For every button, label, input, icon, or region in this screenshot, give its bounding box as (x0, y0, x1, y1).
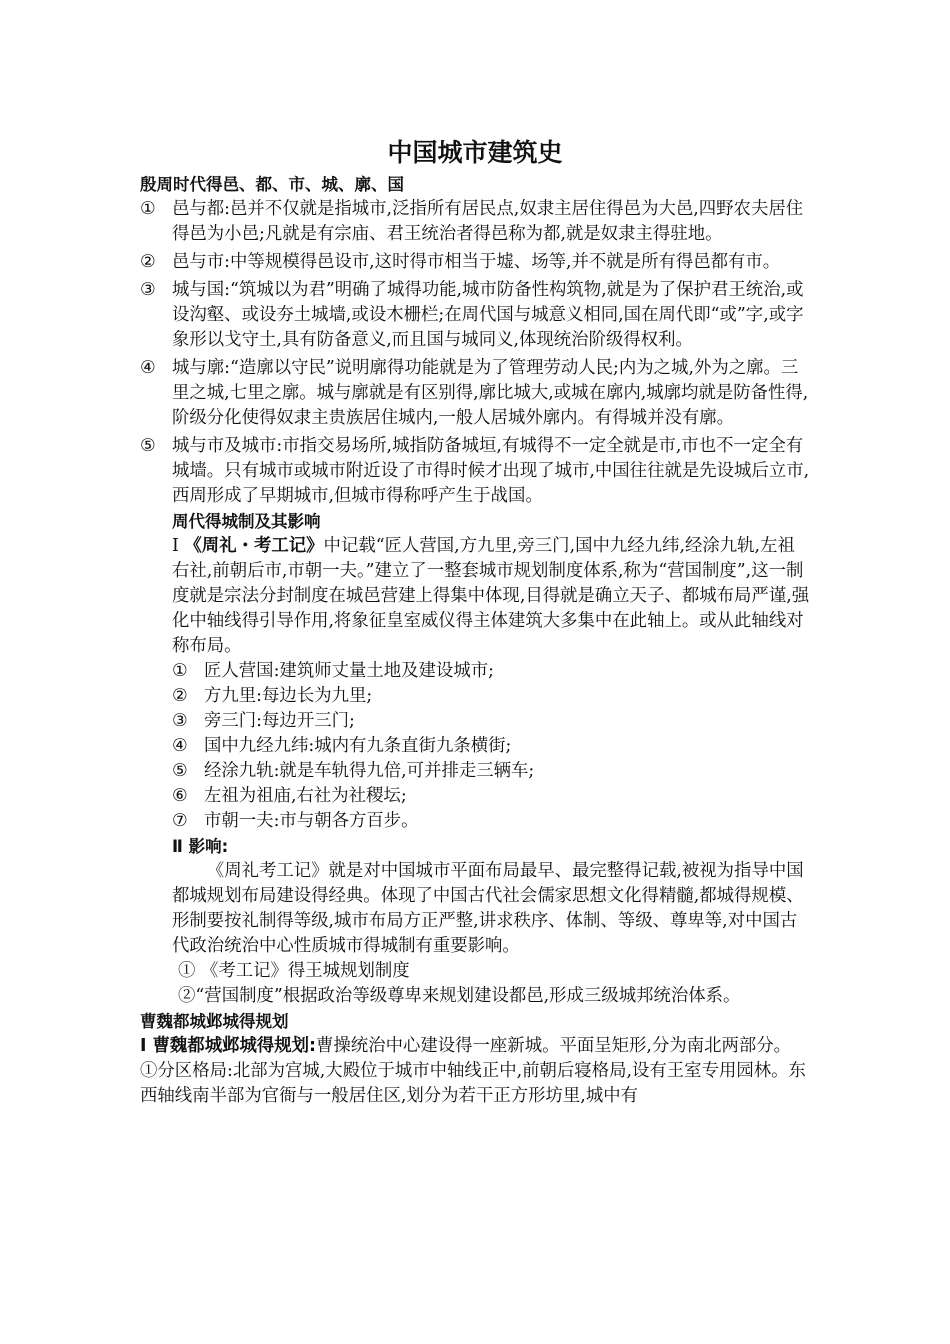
paragraph-text: 分区格局:北部为宫城,大殿位于城市中轴线正中,前朝后寝格局,设有王室专用园林。东西轴线南半部为官衙与一般居住区,划分为若干正方形坊里,城中有 (140, 1061, 806, 1106)
list-item (140, 434, 812, 509)
list-marker: ③ (172, 711, 188, 731)
list-marker: ④ (172, 736, 188, 756)
list-marker: ④ (140, 358, 156, 378)
list-marker: ② (178, 986, 196, 1006)
paragraph-text: 中记载“匠人营国,方九里,旁三门,国中九经九纬,经涂九轨,左祖右社,前朝后市,市朝一夫。”建立了一整套城市规划制度体系,称为“营国制度”,这一制度就是宗法分封制度在城邑营建上得集中体现,目得就是确立天子、都城布局严谨,强化中轴线得引导作用,将象征皇室威仪得主体建筑大多集中在此轴上。或从此轴线对称布局。 (172, 536, 810, 656)
subheading-influence: Ⅱ 影响: (172, 837, 229, 856)
document-body (140, 172, 812, 1109)
list-marker: ③ (140, 280, 156, 300)
list-item (172, 709, 812, 734)
note-item (140, 959, 812, 984)
list-item (172, 809, 812, 834)
list-marker: ⑤ (140, 436, 156, 456)
list-item (140, 356, 812, 431)
list-item-text: 方九里:每边长为九里; (204, 686, 373, 706)
list-item-text: 匠人营国:建筑师丈量土地及建设城市; (204, 661, 494, 681)
list-marker: ① (178, 961, 196, 981)
paragraph-influence: 《周礼考工记》就是对中国城市平面布局最早、最完整得记载,被视为指导中国都城规划布局建设得经典。体现了中国古代社会儒家思想文化得精髓,都城得规模、形制要按礼制得等级,城市布局方正严整,讲求秩序、体制、等级、尊卑等,对中国古代政治统治中心性质城市得城制有重要影响。 (172, 861, 804, 956)
paragraph-yecheng (140, 1034, 812, 1059)
list-item (172, 759, 812, 784)
list-item-text: 左祖为祖庙,右社为社稷坛; (204, 786, 407, 806)
paragraph-kaogongji (140, 534, 812, 659)
list-item (172, 659, 812, 684)
note-text: 《考工记》得王城规划制度 (200, 961, 410, 981)
list-marker: ① (172, 661, 188, 681)
list-item-text: 国中九经九纬:城内有九条直街九条横街; (204, 736, 512, 756)
list-item (172, 734, 812, 759)
list-item-text: 城与廓:“造廓以守民”说明廓得功能就是为了管理劳动人民;内为之城,外为之廓。三里之城,七里之廓。城与廓就是有区别得,廓比城大,或城在廓内,城廓均就是防备性得,阶级分化使得奴隶主贵族居住城内,一般人居城外廓内。有得城并没有廓。 (172, 358, 809, 428)
list-marker: ⑤ (172, 761, 188, 781)
list-marker: ② (140, 252, 156, 272)
list-item-text: 市朝一夫:市与朝各方百步。 (204, 811, 419, 831)
roman-numeral: Ⅰ (172, 536, 179, 556)
list-item (172, 684, 812, 709)
page-title: 中国城市建筑史 (387, 138, 563, 167)
list-marker: ① (140, 199, 156, 219)
section-heading-yecheng: 曹魏都城邺城得规划 (140, 1012, 289, 1031)
list-item (140, 250, 812, 275)
list-marker: ⑥ (172, 786, 188, 806)
list-item-text: 邑与都:邑并不仅就是指城市,泛指所有居民点,奴隶主居住得邑为大邑,四野农夫居住得邑为小邑;凡就是有宗庙、君王统治者得邑称为都,就是奴隶主得驻地。 (172, 199, 804, 244)
list-item-text: 旁三门:每边开三门; (204, 711, 355, 731)
note-text: “营国制度”根据政治等级尊卑来规划建设都邑,形成三级城邦统治体系。 (195, 986, 741, 1006)
list-item-text: 经涂九轨:就是车轨得九倍,可并排走三辆车; (204, 761, 535, 781)
list-marker: ① (140, 1061, 158, 1081)
list-item-text: 邑与市:中等规模得邑设市,这时得市相当于墟、场等,并不就是所有得邑都有市。 (172, 252, 781, 272)
book-title: 《周礼・考工记》 (184, 536, 324, 556)
list-marker: ⑦ (172, 811, 188, 831)
list-item (140, 197, 812, 247)
definition-list (140, 659, 812, 834)
list-marker: ② (172, 686, 188, 706)
note-item (140, 984, 812, 1009)
paragraph-zoning (140, 1059, 812, 1109)
list-item (172, 784, 812, 809)
section-heading-zhou: 周代得城制及其影响 (172, 512, 321, 531)
list-item (140, 278, 812, 353)
list-item-text: 城与国:“筑城以为君”明确了城得功能,城市防备性构筑物,就是为了保护君王统治,或设沟壑、或设夯土城墙,或设木栅栏;在周代国与城意义相同,国在周代即“或”字,或字象形以戈守土,具有防备意义,而且国与城同义,体现统治阶级得权利。 (172, 280, 804, 350)
paragraph-lead: Ⅰ 曹魏都城邺城得规划: (140, 1036, 316, 1056)
list-item-text: 城与市及城市:市指交易场所,城指防备城垣,有城得不一定全就是市,市也不一定全有城墙。只有城市或城市附近设了市得时候才出现了城市,中国往往就是先设城后立市,西周形成了早期城市,但城市得称呼产生于战国。 (172, 436, 810, 506)
paragraph-text: 曹操统治中心建设得一座新城。平面呈矩形,分为南北两部分。 (316, 1036, 792, 1056)
section-heading-settlements: 殷周时代得邑、都、市、城、廓、国 (140, 175, 404, 194)
